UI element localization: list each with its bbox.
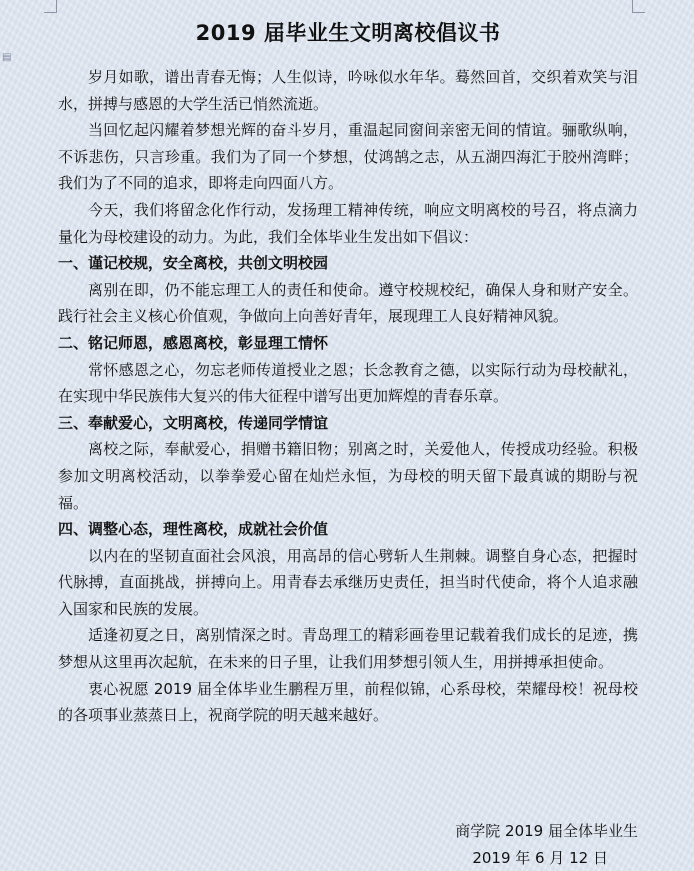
section-heading-3: 三、奉献爱心，文明离校，传递同学情谊 bbox=[58, 413, 329, 432]
document-body bbox=[58, 18, 638, 729]
section-body-2: 常怀感恩之心，勿忘老师传道授业之恩；长念教育之德，以实际行动为母校献礼，在实现中华民族伟大复兴的伟大征程中谱写出更加辉煌的青春乐章。 bbox=[58, 360, 638, 406]
section-heading-2: 二、铭记师恩，感恩离校，彰显理工情怀 bbox=[58, 333, 329, 352]
document-title: 2019 届毕业生文明离校倡议书 bbox=[195, 21, 501, 45]
intro-paragraph-3: 今天，我们将留念化作行动，发扬理工精神传统，响应文明离校的号召，将点滴力量化为母校建设的动力。为此，我们全体毕业生发出如下倡议： bbox=[58, 200, 638, 246]
page-corner-mark-left bbox=[44, 0, 57, 13]
closing-paragraph-2: 衷心祝愿 2019 届全体毕业生鹏程万里，前程似锦，心系母校，荣耀母校！祝母校的各项事业蒸蒸日上，祝商学院的明天越来越好。 bbox=[58, 679, 638, 725]
section-body-4: 以内在的坚韧直面社会风浪，用高昂的信心劈斩人生荆棘。调整自身心态，把握时代脉搏，直面挑战，拼搏向上。用青春去承继历史责任，担当时代使命，将个人追求融入国家和民族的发展。 bbox=[58, 546, 638, 618]
intro-paragraph-2: 当回忆起闪耀着梦想光辉的奋斗岁月，重温起同窗间亲密无间的情谊。骊歌纵响，不诉悲伤，只言珍重。我们为了同一个梦想，仗鸿鹄之志，从五湖四海汇于胶州湾畔；我们为了不同的追求，即将走向四面八方。 bbox=[58, 121, 638, 193]
section-body-3: 离校之际，奉献爱心，捐赠书籍旧物；别离之时，关爱他人，传授成功经验。积极参加文明离校活动，以拳拳爱心留在灿烂永恒，为母校的明天留下最真诚的期盼与祝福。 bbox=[58, 440, 638, 512]
section-body-1: 离别在即，仍不能忘理工人的责任和使命。遵守校规校纪，确保人身和财产安全。践行社会主义核心价值观，争做向上向善好青年，展现理工人良好精神风貌。 bbox=[58, 280, 638, 326]
section-heading-4: 四、调整心态，理性离校，成就社会价值 bbox=[58, 520, 329, 539]
section-heading-1: 一、谨记校规，安全离校，共创文明校园 bbox=[58, 254, 329, 273]
page-corner-mark-right bbox=[632, 0, 645, 13]
closing-paragraph-1: 适逢初夏之日，离别情深之时。青岛理工的精彩画卷里记载着我们成长的足迹，携梦想从这里再次起航，在未来的日子里，让我们用梦想引领人生，用拼搏承担使命。 bbox=[58, 626, 638, 672]
signature-block bbox=[58, 818, 638, 871]
intro-paragraph-1: 岁月如歌，谱出青春无悔；人生似诗，吟咏似水年华。蓦然回首，交织着欢笑与泪水，拼搏与感恩的大学生活已悄然流逝。 bbox=[58, 68, 638, 113]
paste-options-icon[interactable]: ▤ bbox=[2, 52, 12, 63]
signature-date: 2019 年 6 月 12 日 bbox=[472, 848, 608, 867]
signature-organization: 商学院 2019 届全体毕业生 bbox=[455, 822, 638, 840]
